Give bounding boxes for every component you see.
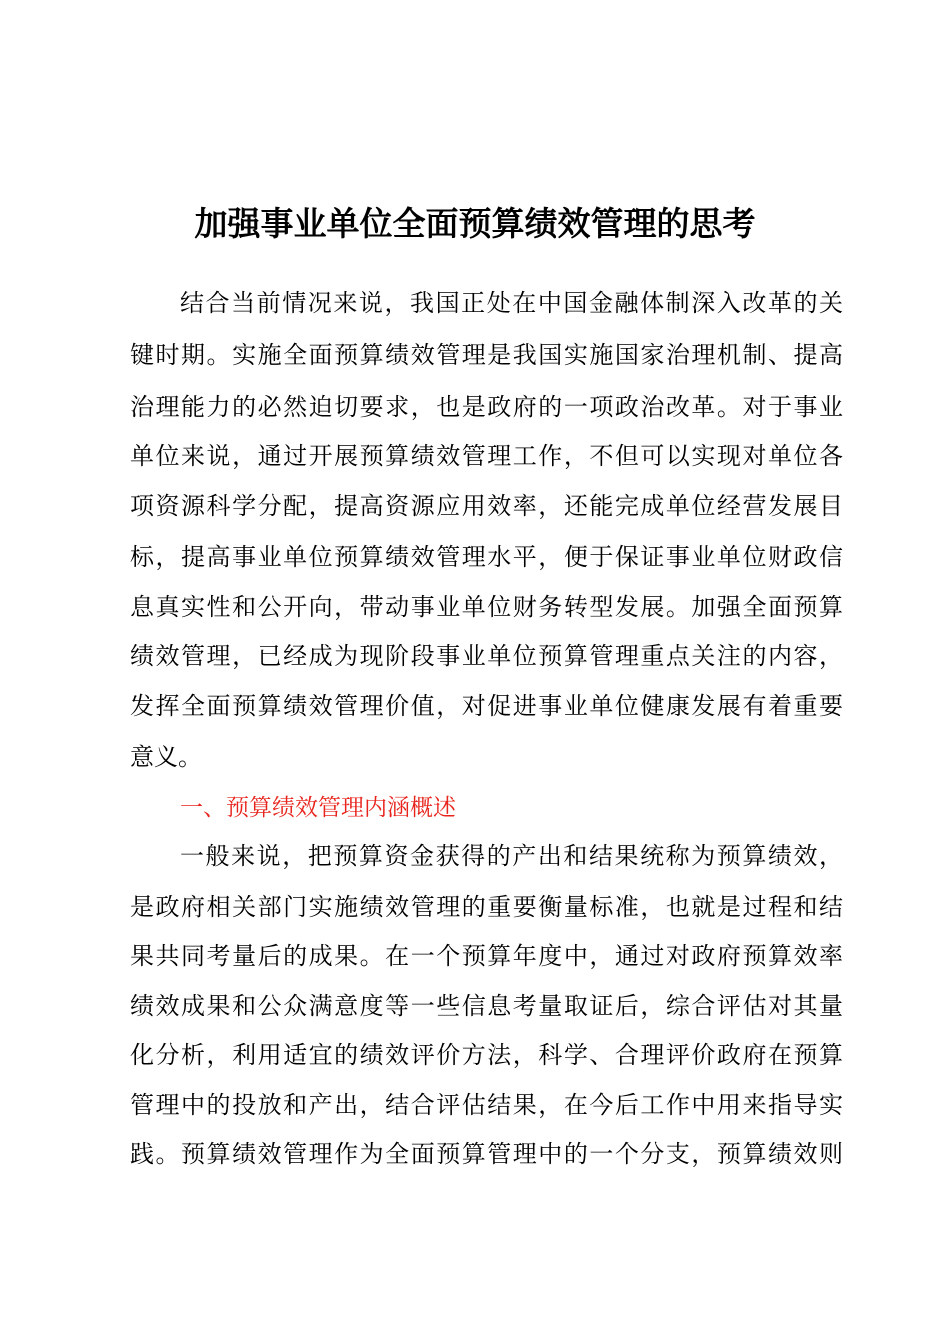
paragraph-line: 治理能力的必然迫切要求，也是政府的一项政治改革。对于事业 <box>130 393 843 421</box>
paragraph-line: 息真实性和公开向，带动事业单位财务转型发展。加强全面预算 <box>130 593 843 621</box>
paragraph-line: 绩效管理，已经成为现阶段事业单位预算管理重点关注的内容， <box>130 642 843 670</box>
document-title: 加强事业单位全面预算绩效管理的思考 <box>194 204 756 243</box>
paragraph-line: 标，提高事业单位预算绩效管理水平，便于保证事业单位财政信 <box>130 543 843 571</box>
paragraph-line: 意义。 <box>130 743 202 771</box>
paragraph-line: 绩效成果和公众满意度等一些信息考量取证后，综合评估对其量 <box>130 992 843 1020</box>
paragraph-line: 键时期。实施全面预算绩效管理是我国实施国家治理机制、提高 <box>130 341 843 369</box>
section-heading: 一、预算绩效管理内涵概述 <box>180 795 456 821</box>
paragraph-line: 结合当前情况来说，我国正处在中国金融体制深入改革的关 <box>180 289 843 317</box>
paragraph-line: 一般来说，把预算资金获得的产出和结果统称为预算绩效， <box>180 842 843 870</box>
paragraph-line: 践。预算绩效管理作为全面预算管理中的一个分支，预算绩效则 <box>130 1140 843 1168</box>
paragraph-line: 单位来说，通过开展预算绩效管理工作，不但可以实现对单位各 <box>130 442 843 470</box>
paragraph-line: 化分析，利用适宜的绩效评价方法，科学、合理评价政府在预算 <box>130 1041 843 1069</box>
paragraph-line: 管理中的投放和产出，结合评估结果，在今后工作中用来指导实 <box>130 1091 843 1119</box>
paragraph-line: 是政府相关部门实施绩效管理的重要衡量标准，也就是过程和结 <box>130 893 843 921</box>
paragraph-line: 项资源科学分配，提高资源应用效率，还能完成单位经营发展目 <box>130 492 843 520</box>
paragraph-line: 发挥全面预算绩效管理价值，对促进事业单位健康发展有着重要 <box>130 692 843 720</box>
paragraph-line: 果共同考量后的成果。在一个预算年度中，通过对政府预算效率 <box>130 942 843 970</box>
